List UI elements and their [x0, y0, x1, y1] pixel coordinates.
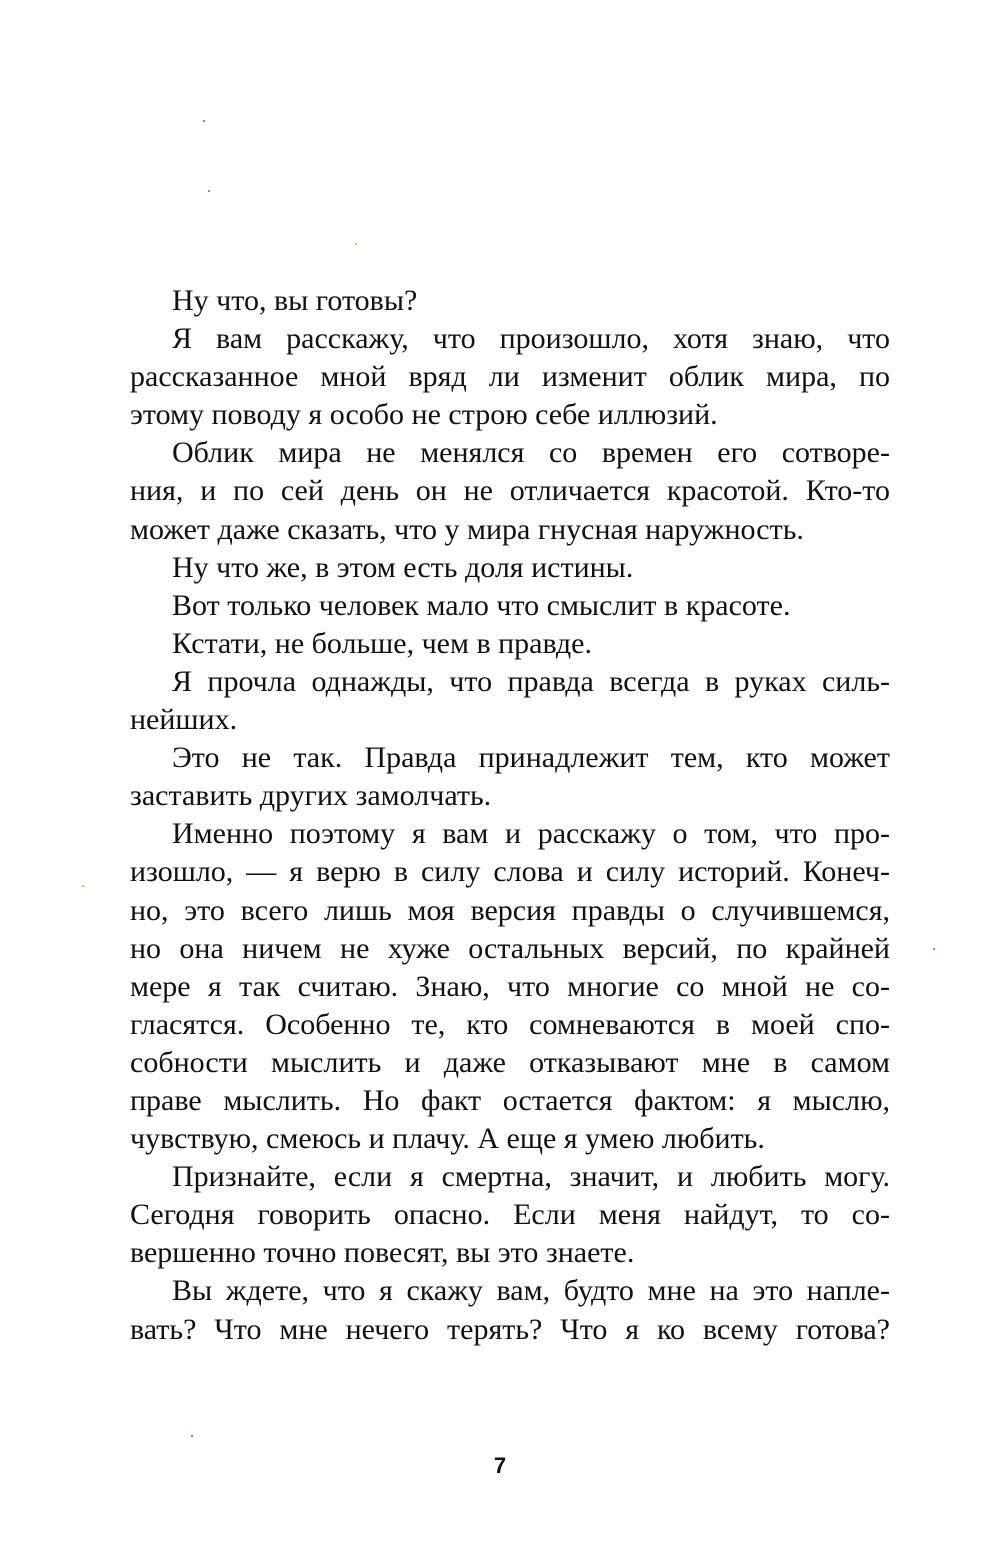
text-line: чувствую, смеюсь и плачу. А еще я умею любить. — [130, 1122, 765, 1156]
paragraph-first-line: Это не так. Правда принадлежит тем, кто может — [172, 741, 890, 775]
text-line: ния, и по сей день он не отличается красотой. Кто-то — [130, 474, 890, 508]
scan-speck — [203, 120, 205, 122]
paragraph-first-line: Вы ждете, что я скажу вам, будто мне на это напле- — [172, 1274, 890, 1308]
paragraph-first-line: Я вам расскажу, что произошло, хотя знаю, что — [172, 322, 890, 356]
text-line: изошло, — я верю в силу слова и силу историй. Конеч- — [130, 855, 890, 889]
text-line: но, это всего лишь моя версия правды о случившемся, — [130, 893, 890, 927]
text-line: но она ничем не хуже остальных версий, по крайней — [130, 931, 890, 965]
paragraph-first-line: Облик мира не менялся со времен его сотворе- — [172, 436, 890, 470]
paragraph-first-line: Ну что, вы готовы? — [172, 284, 418, 317]
text-line: вершенно точно повесят, вы это знаете. — [130, 1236, 635, 1270]
text-line: гласятся. Особенно те, кто сомневаются в моей спо- — [130, 1007, 890, 1041]
paragraph-first-line: Именно поэтому я вам и расскажу о том, что про- — [172, 817, 890, 851]
text-line: собности мыслить и даже отказывают мне в самом — [130, 1045, 890, 1079]
text-line: вать? Что мне нечего терять? Что я ко всему готова? — [130, 1312, 890, 1346]
paragraph-first-line: Признайте, если я смертна, значит, и любить могу. — [172, 1160, 890, 1194]
paragraph-first-line: Ну что же, в этом есть доля истины. — [172, 550, 634, 584]
page-number: 7 — [493, 1453, 507, 1478]
paragraph-first-line: Кстати, не больше, чем в правде. — [172, 626, 592, 660]
text-line: может даже сказать, что у мира гнусная наружность. — [130, 512, 804, 546]
scan-speck — [933, 948, 935, 950]
body-text — [130, 282, 890, 1349]
text-line: рассказанное мной вряд ли изменит облик мира, по — [130, 360, 890, 394]
text-line: мере я так считаю. Знаю, что многие со мной не со- — [130, 969, 890, 1003]
paragraph-first-line: Я прочла однажды, что правда всегда в руках силь- — [172, 664, 890, 698]
paragraph-first-line: Вот только человек мало что смыслит в красоте. — [172, 588, 791, 622]
scan-speck — [82, 885, 84, 887]
text-line: Сегодня говорить опасно. Если меня найдут, то со- — [130, 1198, 890, 1232]
scan-speck — [208, 190, 210, 192]
scan-speck — [355, 243, 357, 245]
text-line: праве мыслить. Но факт остается фактом: я мыслю, — [130, 1083, 890, 1117]
text-line: заставить других замолчать. — [130, 779, 492, 813]
text-line: нейших. — [130, 703, 238, 737]
scan-speck — [191, 1435, 193, 1437]
text-line: этому поводу я особо не строю себе иллюзий. — [130, 398, 718, 432]
